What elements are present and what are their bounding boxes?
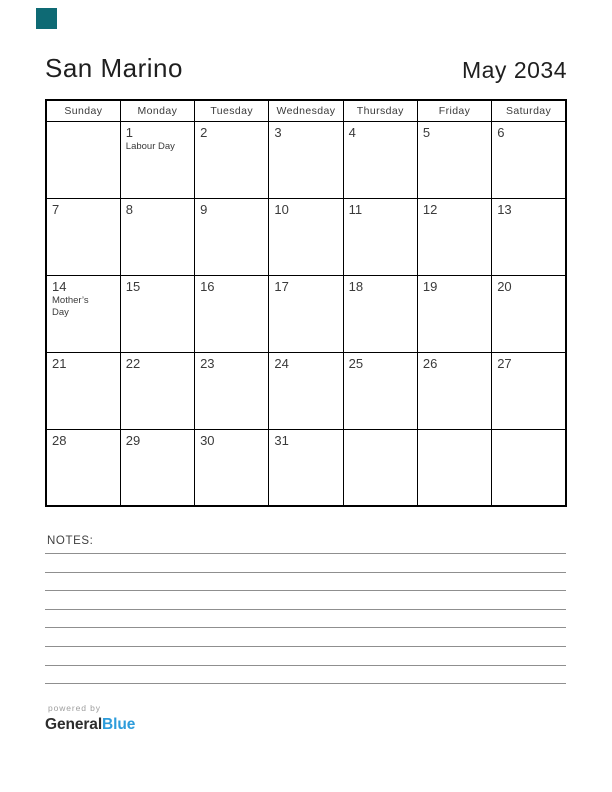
date-number: 12	[422, 201, 438, 217]
note-line	[45, 665, 566, 666]
date-number: 6	[497, 124, 505, 140]
holiday-label: Mother’s Day	[52, 294, 89, 319]
calendar-cell-day-13	[492, 198, 566, 275]
calendar-cell-empty	[492, 429, 566, 506]
brand-name-general: General	[45, 716, 103, 733]
holiday-label: Labour Day	[125, 140, 175, 152]
calendar-table	[45, 99, 567, 507]
date-number: 18	[348, 278, 364, 294]
calendar-cell-day-18	[343, 275, 417, 352]
calendar-cell-day-9	[195, 198, 269, 275]
page-title: San Marino	[45, 53, 183, 83]
calendar-week-row-1	[46, 121, 566, 198]
calendar-body	[46, 121, 566, 506]
date-number: 22	[125, 355, 141, 371]
calendar-cell-day-8	[120, 198, 194, 275]
date-number: 29	[125, 432, 141, 448]
weekday-header-thursday: Thursday	[343, 100, 417, 121]
calendar-cell-empty	[417, 429, 491, 506]
date-number: 5	[422, 124, 431, 140]
calendar-cell-day-4	[343, 121, 417, 198]
calendar-cell-empty	[46, 121, 120, 198]
date-number: 16	[200, 278, 215, 294]
calendar-cell-day-16	[195, 275, 269, 352]
calendar-week-row-4	[46, 352, 566, 429]
calendar-week-row-2	[46, 198, 566, 275]
calendar-cell-day-1	[120, 121, 194, 198]
calendar-cell-day-21	[46, 352, 120, 429]
calendar-cell-day-11	[343, 198, 417, 275]
note-line	[45, 553, 566, 554]
date-number: 7	[52, 201, 60, 217]
date-number: 24	[274, 355, 289, 371]
calendar-header	[46, 100, 566, 121]
date-number: 4	[348, 124, 356, 140]
note-line	[45, 646, 566, 647]
calendar-cell-day-28	[46, 429, 120, 506]
calendar-cell-day-14	[46, 275, 120, 352]
corner-accent-square	[36, 8, 57, 29]
date-number: 9	[200, 201, 208, 217]
date-number: 10	[274, 201, 289, 217]
date-number: 23	[200, 355, 215, 371]
calendar-cell-day-7	[46, 198, 120, 275]
date-number: 11	[348, 201, 363, 217]
date-number: 8	[125, 201, 134, 217]
date-number: 27	[497, 355, 512, 371]
date-number: 1	[125, 124, 134, 140]
calendar-week-row-5	[46, 429, 566, 506]
note-line	[45, 572, 566, 573]
calendar-week-row-3	[46, 275, 566, 352]
date-number: 26	[422, 355, 438, 371]
weekday-header-saturday: Saturday	[492, 100, 566, 121]
calendar-cell-day-2	[195, 121, 269, 198]
date-number: 25	[348, 355, 364, 371]
date-number: 31	[274, 432, 289, 448]
notes-lines	[45, 553, 566, 693]
weekday-header-row	[46, 100, 566, 121]
date-number: 17	[274, 278, 289, 294]
calendar-cell-day-27	[492, 352, 566, 429]
weekday-header-wednesday: Wednesday	[269, 100, 343, 121]
note-line	[45, 683, 566, 684]
weekday-header-monday: Monday	[120, 100, 194, 121]
date-number: 21	[52, 355, 67, 371]
calendar-cell-day-31	[269, 429, 343, 506]
calendar-cell-day-25	[343, 352, 417, 429]
brand-name-blue: Blue	[102, 716, 136, 733]
calendar-cell-day-12	[417, 198, 491, 275]
calendar-cell-day-6	[492, 121, 566, 198]
calendar-cell-day-30	[195, 429, 269, 506]
date-number: 13	[497, 201, 512, 217]
date-number: 19	[422, 278, 438, 294]
calendar-cell-day-17	[269, 275, 343, 352]
notes-label: NOTES:	[47, 535, 94, 547]
calendar-cell-day-26	[417, 352, 491, 429]
calendar-cell-day-5	[417, 121, 491, 198]
note-line	[45, 627, 566, 628]
month-year-label: May 2034	[461, 57, 567, 83]
calendar-cell-day-15	[120, 275, 194, 352]
calendar-cell-empty	[343, 429, 417, 506]
calendar-cell-day-24	[269, 352, 343, 429]
date-number: 2	[200, 124, 208, 140]
calendar-cell-day-10	[269, 198, 343, 275]
calendar-cell-day-23	[195, 352, 269, 429]
note-line	[45, 609, 566, 610]
date-number: 28	[52, 432, 67, 448]
brand-logo	[45, 716, 135, 735]
date-number: 20	[497, 278, 512, 294]
calendar-cell-day-22	[120, 352, 194, 429]
date-number: 14	[52, 278, 67, 294]
powered-by-text: powered by	[48, 703, 101, 713]
calendar-cell-day-19	[417, 275, 491, 352]
weekday-header-sunday: Sunday	[46, 100, 120, 121]
weekday-header-friday: Friday	[417, 100, 491, 121]
date-number: 3	[274, 124, 282, 140]
date-number: 15	[125, 278, 141, 294]
weekday-header-tuesday: Tuesday	[195, 100, 269, 121]
calendar-cell-day-20	[492, 275, 566, 352]
calendar-cell-day-3	[269, 121, 343, 198]
calendar-cell-day-29	[120, 429, 194, 506]
note-line	[45, 590, 566, 591]
date-number: 30	[200, 432, 215, 448]
